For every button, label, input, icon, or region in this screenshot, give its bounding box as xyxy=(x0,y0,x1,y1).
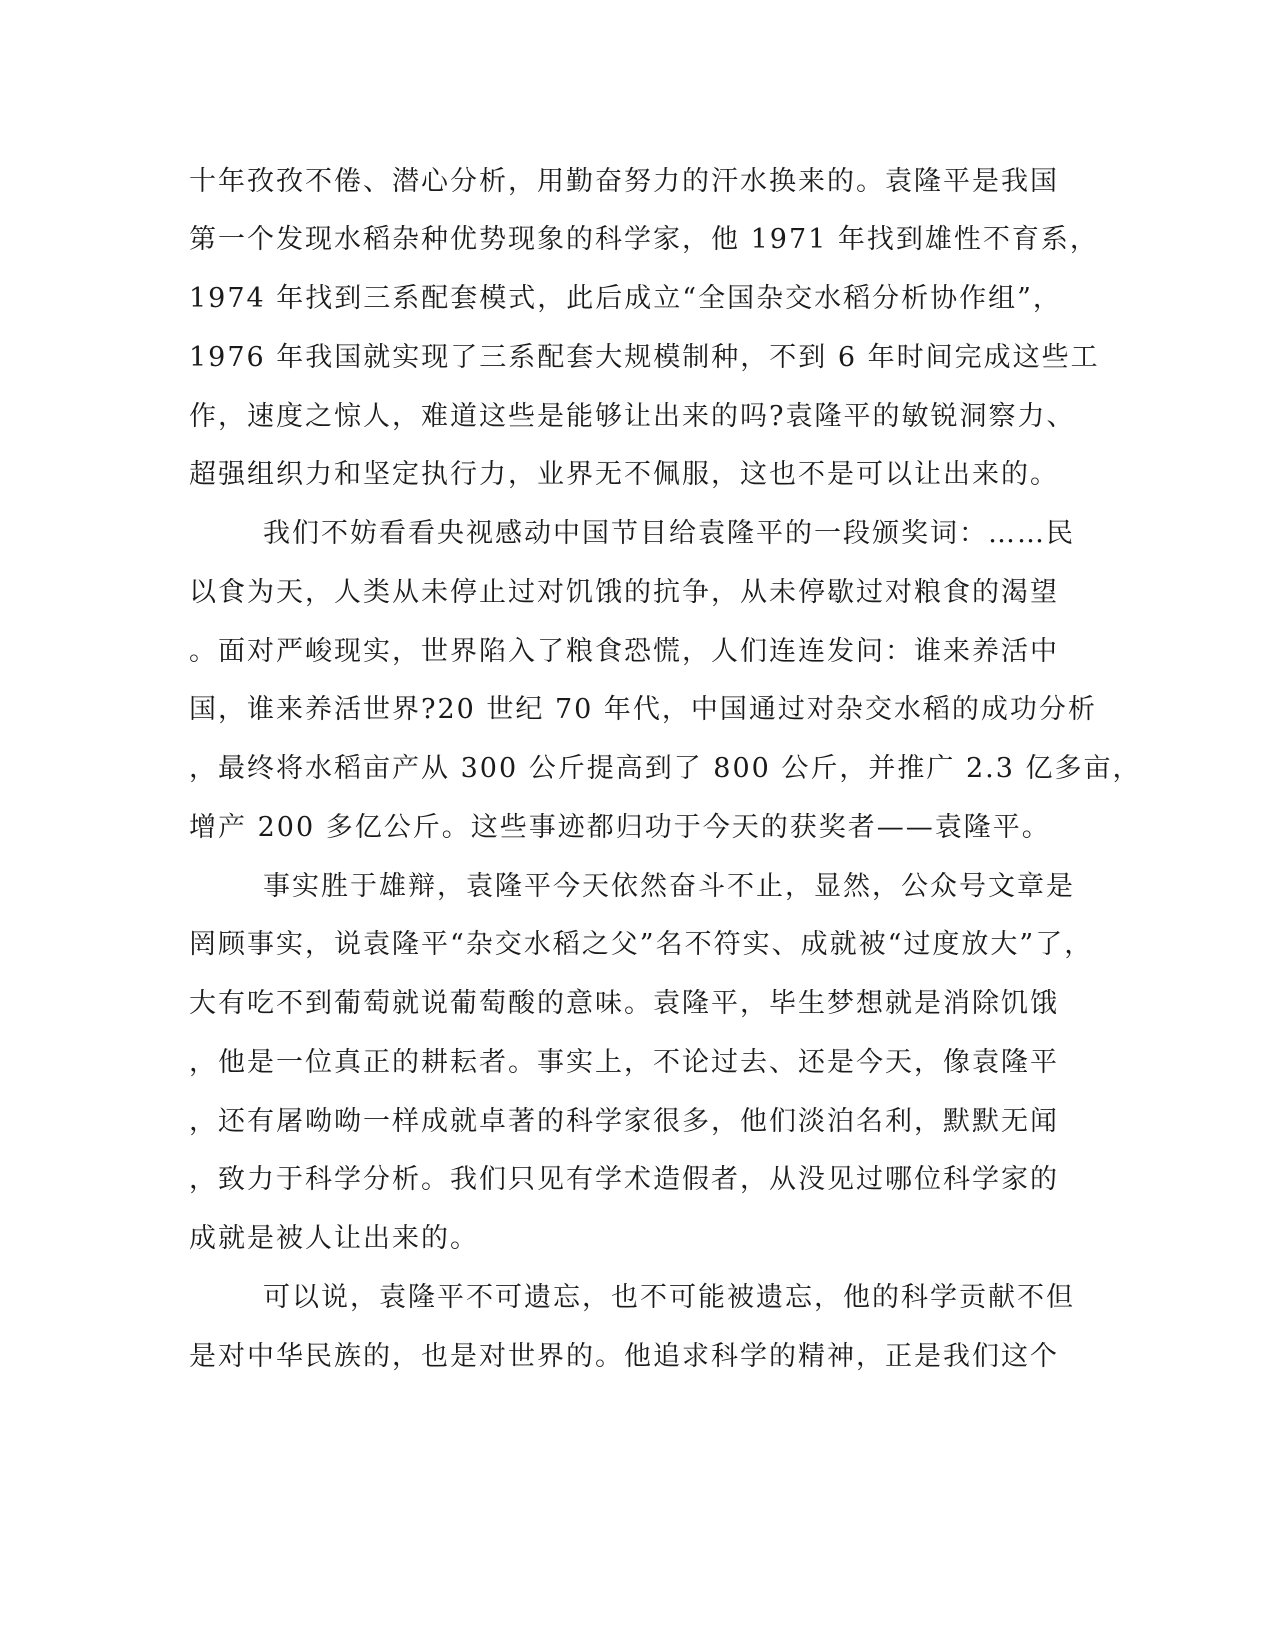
text-line: ，还有屠呦呦一样成就卓著的科学家很多，他们淡泊名利，默默无闻 xyxy=(189,1106,1059,1137)
text-line: 超强组织力和坚定执行力，业界无不佩服，这也不是可以让出来的。 xyxy=(189,459,1059,490)
text-line: 成就是被人让出来的。 xyxy=(189,1223,479,1254)
text-line: ，他是一位真正的耕耘者。事实上，不论过去、还是今天，像袁隆平 xyxy=(189,1047,1059,1078)
text-line: 以食为天，人类从未停止过对饥饿的抗争，从未停歇过对粮食的渴望 xyxy=(189,577,1059,608)
text-line: 十年孜孜不倦、潜心分析，用勤奋努力的汗水换来的。袁隆平是我国 xyxy=(189,166,1059,197)
text-line: 国，谁来养活世界?20 世纪 70 年代，中国通过对杂交水稻的成功分析 xyxy=(189,694,1097,725)
paragraph-first-line: 事实胜于雄辩，袁隆平今天依然奋斗不止，显然，公众号文章是 xyxy=(263,871,1075,902)
text-line: 增产 200 多亿公斤。这些事迹都归功于今天的获奖者——袁隆平。 xyxy=(189,812,1051,843)
text-line: 。面对严峻现实，世界陷入了粮食恐慌，人们连连发问：谁来养活中 xyxy=(189,636,1059,667)
text-line: 罔顾事实，说袁隆平“杂交水稻之父”名不符实、成就被“过度放大”了， xyxy=(189,929,1094,960)
text-line: 1976 年我国就实现了三系配套大规模制种，不到 6 年时间完成这些工 xyxy=(189,342,1100,373)
text-line: ，致力于科学分析。我们只见有学术造假者，从没见过哪位科学家的 xyxy=(189,1164,1059,1195)
text-line: 大有吃不到葡萄就说葡萄酸的意味。袁隆平，毕生梦想就是消除饥饿 xyxy=(189,988,1059,1019)
text-line: 是对中华民族的，也是对世界的。他追求科学的精神，正是我们这个 xyxy=(189,1341,1059,1372)
text-line: 作，速度之惊人，难道这些是能够让出来的吗?袁隆平的敏锐洞察力、 xyxy=(189,401,1076,432)
text-line: 第一个发现水稻杂种优势现象的科学家，他 1971 年找到雄性不育系， xyxy=(189,224,1099,255)
text-line: 1974 年找到三系配套模式，此后成立“全国杂交水稻分析协作组”， xyxy=(189,283,1062,314)
text-line: ，最终将水稻亩产从 300 公斤提高到了 800 公斤，并推广 2.3 亿多亩， xyxy=(189,753,1142,784)
paragraph-first-line: 可以说，袁隆平不可遗忘，也不可能被遗忘，他的科学贡献不但 xyxy=(263,1282,1075,1313)
paragraph-first-line: 我们不妨看看央视感动中国节目给袁隆平的一段颁奖词：……民 xyxy=(263,518,1075,549)
